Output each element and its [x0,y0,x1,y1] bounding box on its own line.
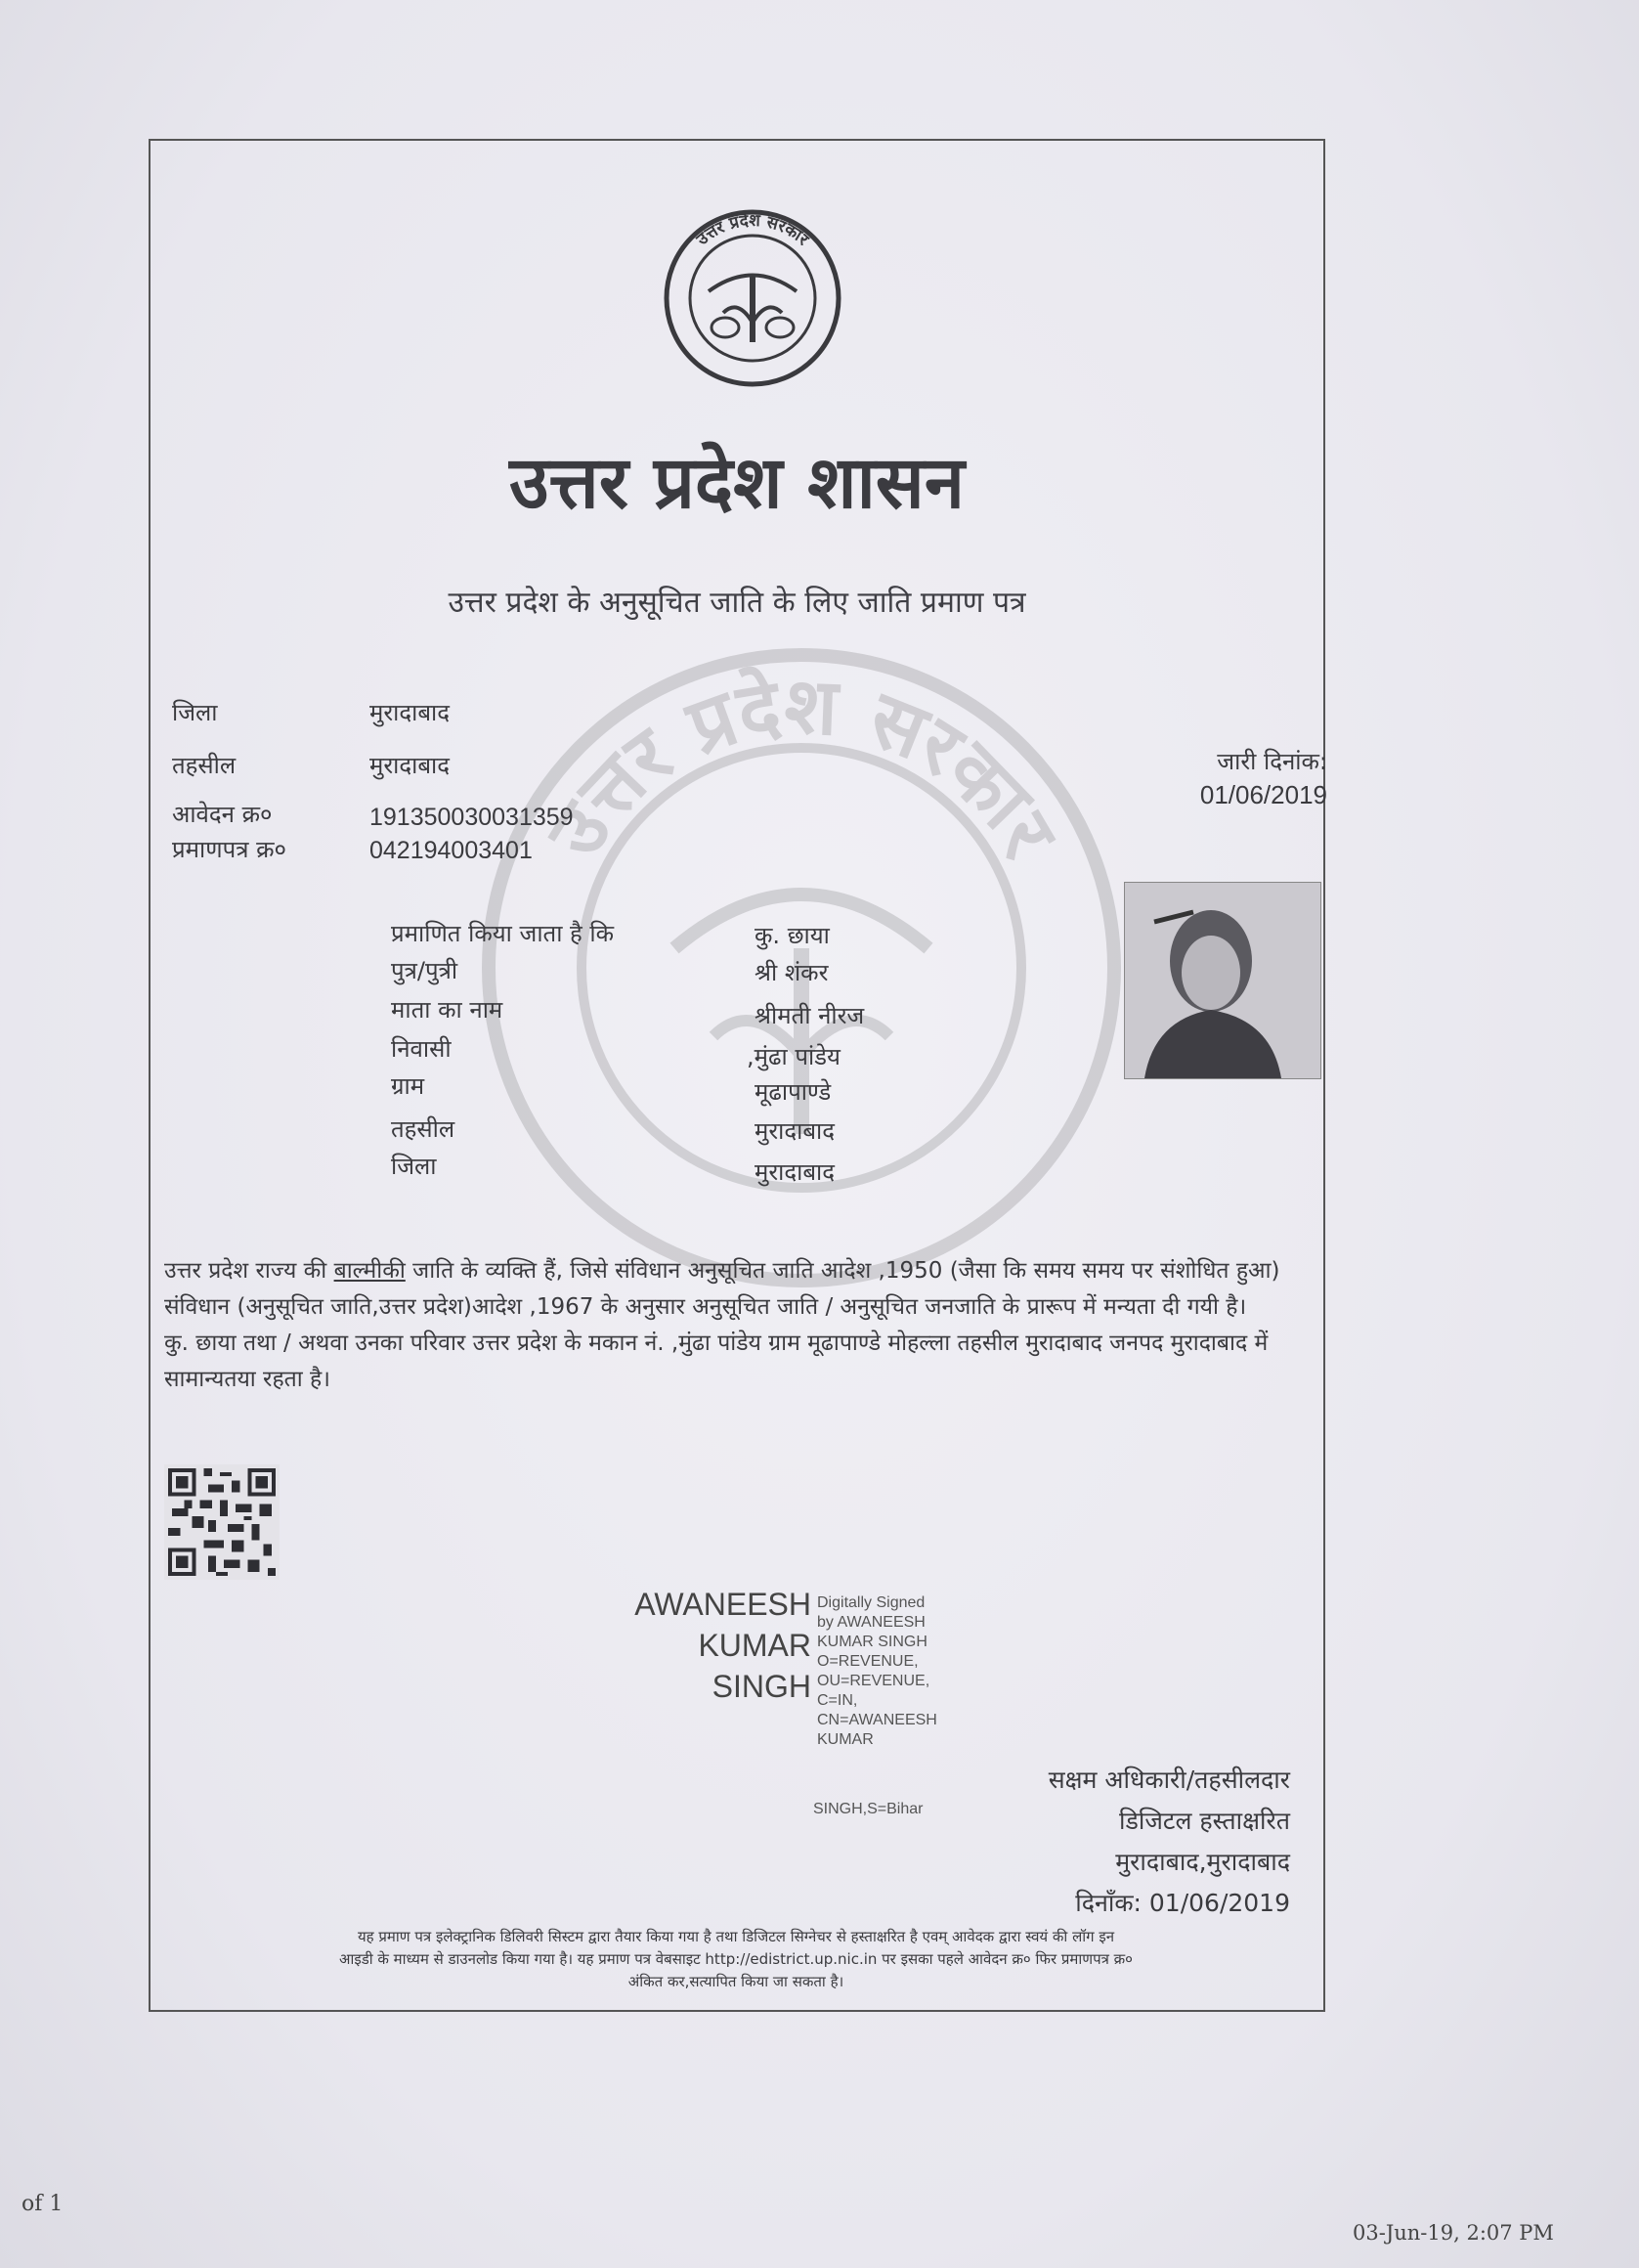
district-label: जिला [172,699,218,726]
issuing-authority [968,1760,1290,1924]
body-paragraph-1a: उत्तर प्रदेश राज्य की [164,1258,334,1284]
certificate-no-label: प्रमाणपत्र क्र० [172,836,286,863]
application-no-value: 191350030031359 [369,804,574,831]
detail-label: जिला [391,1153,437,1180]
district-value: मुरादाबाद [369,699,451,726]
signature-details: Digitally Signed by AWANEESH KUMAR SINGH O=REVENUE, OU=REVENUE, C=IN, CN=AWANEESH KUMAR [817,1594,937,1748]
detail-label: निवासी [391,1035,452,1063]
page-count: of 1 [22,2192,64,2216]
application-no-label: आवेदन क्र० [172,801,273,828]
tehsil-value: मुरादाबाद [369,752,451,779]
authority-location: मुरादाबाद,मुरादाबाद [1115,1848,1290,1876]
detail-label: माता का नाम [391,996,503,1024]
authority-title: सक्षम अधिकारी/तहसीलदार [1048,1766,1290,1794]
tehsil-label: तहसील [172,752,237,779]
verification-note: यह प्रमाण पत्र इलेक्ट्रानिक डिलिवरी सिस्टम द्वारा तैयार किया गया है तथा डिजिटल सिग्नेचर से हस्ताक्षरित है एवम् आवेदक द्वारा स्वयं की लॉग इन आइडी के माध्यम से डाउनलोड किया गया है। यह प्रमाण पत्र वेबसाइट http://edistrict.up.nic.in पर इसका पहले आवेदन क्र० फिर प्रमाणपत्र क्र० अंकित कर,सत्यापित किया जा सकता है। [339,1928,1133,1990]
issue-date-value: 01/06/2019 [1199,780,1327,809]
detail-value: कु. छाया [755,922,830,949]
watermark-text: उत्तर प्रदेश सरकार [529,660,1075,873]
body-paragraph-1b: जाति के व्यक्ति हैं, जिसे संविधान अनुसूचित जाति आदेश ,1950 (जैसा कि समय समय पर संशोधित हुआ) संविधान (अनुसूचित जाति,उत्तर प्रदेश)आदेश ,1967 के अनुसार अनुसूचित जाति / अनुसूचित जनजाति के प्रारूप में मन्यता दी गयी है। [164,1258,1280,1320]
body-paragraph-2: कु. छाया तथा / अथवा उनका परिवार उत्तर प्रदेश के मकान नं. ,मुंढा पांडेय ग्राम मूढापाण्डे मोहल्ला तहसील मुरादाबाद जनपद मुरादाबाद में सामान्यतया रहता है। [164,1330,1269,1392]
print-timestamp: 03-Jun-19, 2:07 PM [1353,2221,1554,2245]
detail-label: तहसील [391,1115,455,1143]
certificate-body [164,1253,1308,1398]
detail-value: ,मुंढा पांडेय [747,1043,841,1070]
page-title: उत्तर प्रदेश शासन [509,441,965,525]
detail-label: प्रमाणित किया जाता है कि [391,920,615,947]
emblem-text: उत्तर प्रदेश सरकार [692,210,813,250]
detail-value: मूढापाण्डे [755,1078,832,1106]
qr-code [164,1464,280,1580]
signature-details-last: SINGH,S=Bihar [813,1801,924,1817]
authority-date: दिनाँक: 01/06/2019 [1075,1889,1290,1917]
detail-label: ग्राम [391,1072,425,1100]
svg-text:उत्तर प्रदेश सरकार [692,210,813,250]
caste-name: बाल्मीकी [333,1258,406,1284]
certificate-no-value: 042194003401 [369,837,533,864]
detail-value: श्री शंकर [755,959,829,986]
issue-date-label: जारी दिनांक: [1217,748,1327,775]
detail-value: श्रीमती नीरज [755,1002,865,1029]
up-government-emblem [655,205,850,391]
certificate-subtitle: उत्तर प्रदेश के अनुसूचित जाति के लिए जाति प्रमाण पत्र [448,586,1026,620]
detail-label: पुत्र/पुत्री [391,957,458,984]
signer-name: AWANEESH KUMAR SINGH [634,1587,811,1704]
detail-value: मुरादाबाद [755,1117,836,1145]
applicant-photo [1124,882,1321,1079]
detail-value: मुरादाबाद [755,1158,836,1186]
authority-signed: डिजिटल हस्ताक्षरित [1119,1807,1290,1835]
